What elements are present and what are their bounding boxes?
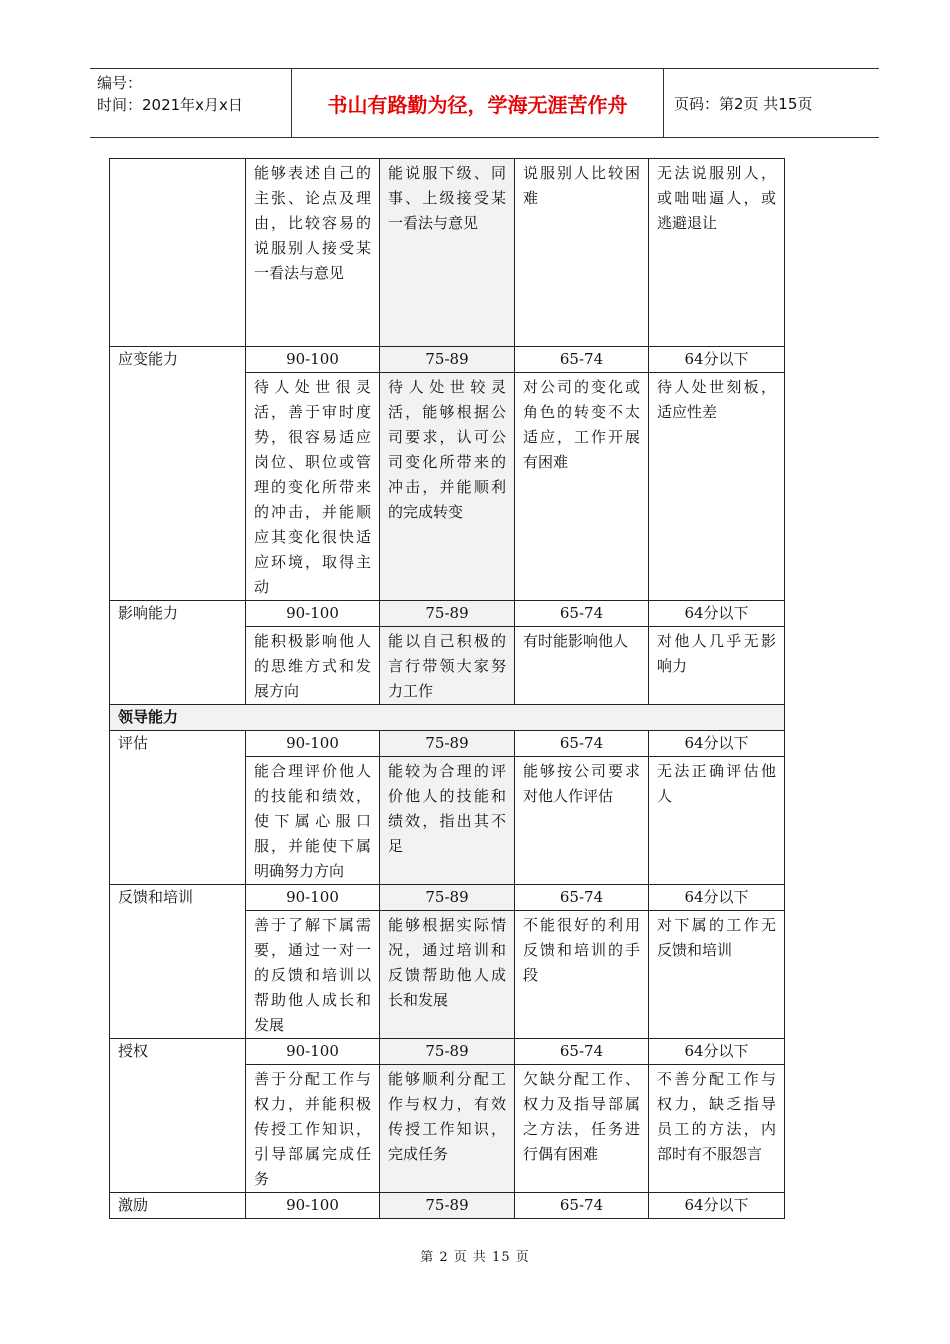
score-cell: 64分以下 bbox=[649, 731, 785, 757]
description-cell: 对下属的工作无反馈和培训 bbox=[649, 911, 785, 1039]
header-motto: 书山有路勤为径，学海无涯苦作舟 bbox=[292, 69, 664, 137]
description-cell: 善于了解下属需要，通过一对一的反馈和培训以帮助他人成长和发展 bbox=[246, 911, 380, 1039]
score-cell: 75-89 bbox=[380, 1039, 515, 1065]
score-cell: 64分以下 bbox=[649, 1193, 785, 1219]
description-cell: 欠缺分配工作、权力及指导部属之方法，任务进行偶有困难 bbox=[515, 1065, 649, 1193]
description-cell: 待人处世较灵活，能够根据公司要求，认可公司变化所带来的冲击，并能顺利的完成转变 bbox=[380, 373, 515, 601]
score-row bbox=[110, 1039, 785, 1065]
description-cell: 能够顺利分配工作与权力，有效传授工作知识，完成任务 bbox=[380, 1065, 515, 1193]
category-label: 评估 bbox=[110, 731, 246, 885]
score-cell: 90-100 bbox=[246, 885, 380, 911]
score-cell: 65-74 bbox=[515, 1193, 649, 1219]
score-cell: 65-74 bbox=[515, 1039, 649, 1065]
section-row bbox=[110, 705, 785, 731]
score-cell: 75-89 bbox=[380, 601, 515, 627]
description-cell: 能够表述自己的主张、论点及理由，比较容易的说服别人接受某一看法与意见 bbox=[246, 159, 380, 347]
score-row bbox=[110, 347, 785, 373]
header-meta bbox=[90, 69, 292, 137]
header-page-number: 页码：第2页 共15页 bbox=[674, 94, 813, 113]
description-cell: 说服别人比较困难 bbox=[515, 159, 649, 347]
description-cell: 待人处世很灵活，善于审时度势，很容易适应岗位、职位或管理的变化所带来的冲击，并能顺应其变化很快适应环境，取得主动 bbox=[246, 373, 380, 601]
description-cell: 对他人几乎无影响力 bbox=[649, 627, 785, 705]
description-cell: 善于分配工作与权力，并能积极传授工作知识，引导部属完成任务 bbox=[246, 1065, 380, 1193]
description-cell: 能积极影响他人的思维方式和发展方向 bbox=[246, 627, 380, 705]
score-cell: 75-89 bbox=[380, 731, 515, 757]
description-cell: 能够根据实际情况，通过培训和反馈帮助他人成长和发展 bbox=[380, 911, 515, 1039]
category-label: 反馈和培训 bbox=[110, 885, 246, 1039]
score-row bbox=[110, 1193, 785, 1219]
description-cell: 不能很好的利用反馈和培训的手段 bbox=[515, 911, 649, 1039]
category-label: 授权 bbox=[110, 1039, 246, 1193]
description-cell: 能合理评价他人的技能和绩效，使下属心服口服，并能使下属明确努力方向 bbox=[246, 757, 380, 885]
score-cell: 64分以下 bbox=[649, 601, 785, 627]
score-cell: 64分以下 bbox=[649, 1039, 785, 1065]
score-row bbox=[110, 601, 785, 627]
document-number: 编号： bbox=[97, 74, 143, 92]
page-footer: 第 2 页 共 15 页 bbox=[420, 1250, 530, 1265]
score-cell: 64分以下 bbox=[649, 885, 785, 911]
description-cell: 待人处世刻板，适应性差 bbox=[649, 373, 785, 601]
score-cell: 65-74 bbox=[515, 347, 649, 373]
description-cell: 无法正确评估他人 bbox=[649, 757, 785, 885]
description-cell: 能以自己积极的言行带领大家努力工作 bbox=[380, 627, 515, 705]
score-cell: 65-74 bbox=[515, 885, 649, 911]
category-label: 应变能力 bbox=[110, 347, 246, 601]
score-cell: 90-100 bbox=[246, 347, 380, 373]
score-cell: 75-89 bbox=[380, 347, 515, 373]
description-cell: 能较为合理的评价他人的技能和绩效，指出其不足 bbox=[380, 757, 515, 885]
category-label: 影响能力 bbox=[110, 601, 246, 705]
score-cell: 90-100 bbox=[246, 601, 380, 627]
category-label: 激励 bbox=[110, 1193, 246, 1219]
description-cell: 能说服下级、同事、上级接受某一看法与意见 bbox=[380, 159, 515, 347]
section-title: 领导能力 bbox=[110, 705, 785, 731]
assessment-table bbox=[109, 158, 785, 1219]
score-row bbox=[110, 885, 785, 911]
score-cell: 90-100 bbox=[246, 1193, 380, 1219]
score-cell: 65-74 bbox=[515, 731, 649, 757]
score-cell: 75-89 bbox=[380, 885, 515, 911]
score-cell: 75-89 bbox=[380, 1193, 515, 1219]
description-cell: 不善分配工作与权力，缺乏指导员工的方法，内部时有不服怨言 bbox=[649, 1065, 785, 1193]
page-header bbox=[90, 68, 879, 138]
description-cell: 对公司的变化或角色的转变不太适应，工作开展有困难 bbox=[515, 373, 649, 601]
score-cell: 64分以下 bbox=[649, 347, 785, 373]
document-time: 时间：2021年x月x日 bbox=[97, 96, 243, 114]
score-cell: 90-100 bbox=[246, 1039, 380, 1065]
score-cell: 90-100 bbox=[246, 731, 380, 757]
description-cell: 有时能影响他人 bbox=[515, 627, 649, 705]
score-cell: 65-74 bbox=[515, 601, 649, 627]
category-cell bbox=[110, 159, 246, 347]
description-cell: 能够按公司要求对他人作评估 bbox=[515, 757, 649, 885]
description-cell: 无法说服别人，或咄咄逼人，或逃避退让 bbox=[649, 159, 785, 347]
table-row bbox=[110, 159, 785, 347]
score-row bbox=[110, 731, 785, 757]
